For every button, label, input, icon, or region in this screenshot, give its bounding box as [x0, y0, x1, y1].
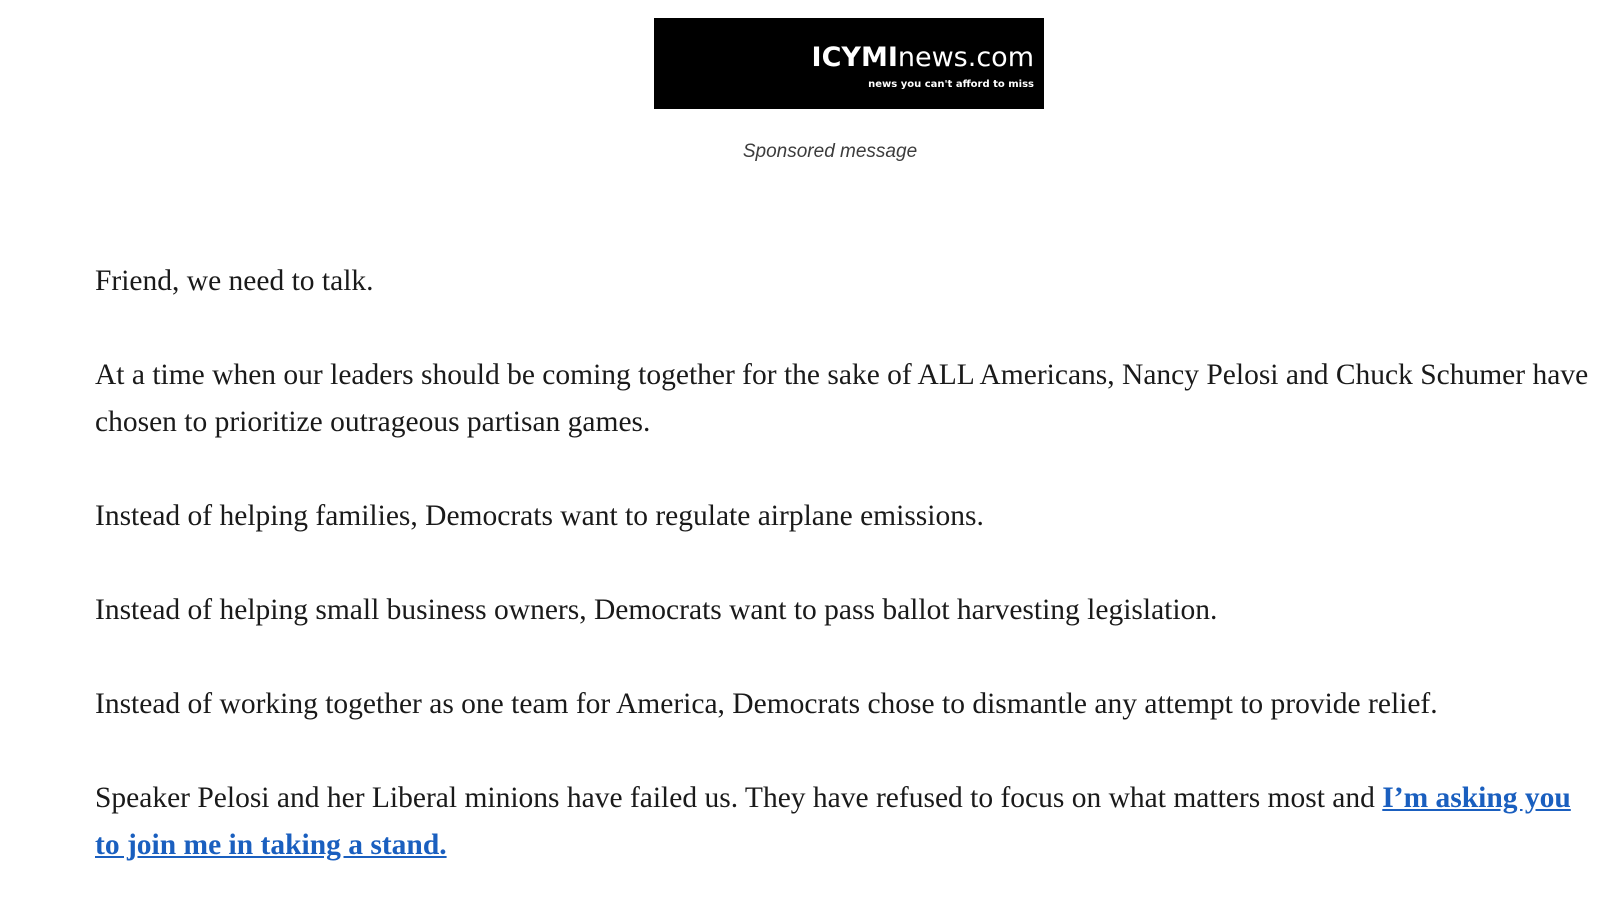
banner-logo: [812, 44, 1034, 71]
icymi-news-banner[interactable]: [654, 18, 1044, 109]
message-body: [95, 258, 1595, 900]
failed-us-text: Speaker Pelosi and her Liberal minions have failed us. They have refused to focus on what matters most and: [95, 782, 1383, 814]
logo-bold-text: ICYMI: [811, 42, 898, 73]
paragraph-failed-us: [95, 775, 1595, 869]
paragraph-small-business: Instead of helping small business owners, Democrats want to pass ballot harvesting legislation.: [95, 594, 1218, 626]
sponsored-label: Sponsored message: [742, 141, 918, 162]
logo-rest-text: news.com: [897, 42, 1034, 73]
banner-tagline: news you can't afford to miss: [868, 79, 1034, 90]
take-a-stand-link[interactable]: I’m asking you to join me in taking a stand.: [95, 782, 1571, 861]
paragraph-leaders: At a time when our leaders should be coming together for the sake of ALL Americans, Nancy Pelosi and Chuck Schumer have chosen to prioritize outrageous partisan games.: [95, 359, 1589, 438]
paragraph-greeting: Friend, we need to talk.: [95, 265, 374, 297]
paragraph-families: Instead of helping families, Democrats want to regulate airplane emissions.: [95, 500, 984, 532]
paragraph-working-together: Instead of working together as one team for America, Democrats chose to dismantle any attempt to provide relief.: [95, 688, 1438, 720]
